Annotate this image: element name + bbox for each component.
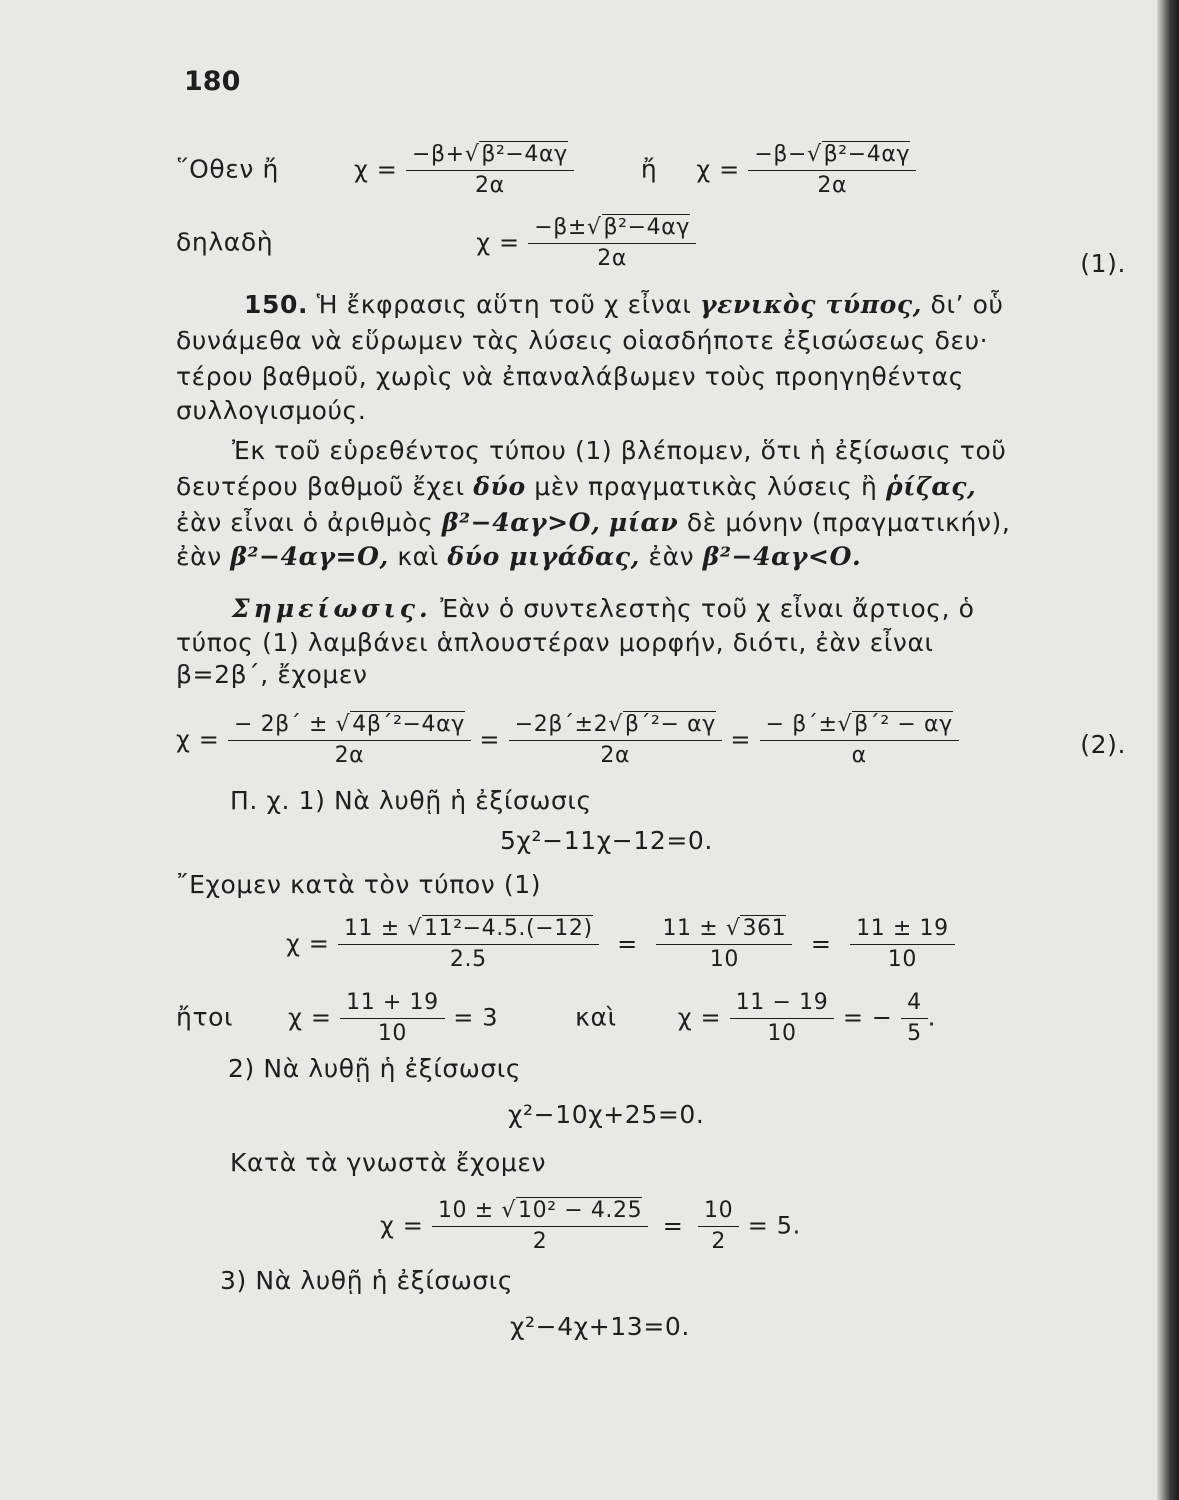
formula-example1-roots: ἤτοι χ = $\frac{11 + 19}{10}$ = 3 καὶ χ = $\frac{11 - 19}{10}$ = − $\frac{4}{5}$ . [176, 988, 936, 1049]
equation-tag: (1). [1080, 249, 1126, 278]
example1-intro: ῎Εχομεν κατὰ τὸν τύπον (1) [176, 870, 542, 899]
paragraph-2-line4: ἐὰν β²−4αγ=Ο, καὶ δύο μιγάδας, ἐὰν β²−4αγ<Ο. [176, 542, 862, 571]
book-spine-shadow [1157, 0, 1179, 1500]
example1-equation: 5χ²−11χ−12=0. [500, 826, 713, 855]
formula-roots-split: ῞Οθεν ἤ χ = $\frac{\text{−β+√β²−4αγ}}{2\alpha}$ ἤ χ = $\frac{\text{−β−√β²−4αγ}}{2\alpha}$ [176, 140, 916, 201]
fraction: $\frac{\text{10 ± √10² − 4.25}}{2}$ [432, 1196, 648, 1257]
example2-title: 2) Νὰ λυθῇ ἡ ἐξίσωσις [228, 1054, 522, 1083]
page-number: 180 [184, 66, 241, 97]
paragraph-150-line4: συλλογισμούς. [176, 396, 367, 425]
fraction: $\frac{\text{−2β΄±2√β΄²− αγ}}{2\alpha}$ [509, 710, 722, 771]
fraction: $\frac{11 \pm 19}{10}$ [850, 914, 955, 975]
lead-word: ῞Οθεν ἤ [176, 154, 279, 184]
note-line3: β=2β΄, ἔχομεν [176, 660, 368, 689]
formula-general-solution: δηλαδὴ χ = $\frac{\text{−β±√β²−4αγ}}{2\alpha}$ (1). [176, 215, 1126, 278]
fraction: $\frac{11 - 19}{10}$ [730, 988, 835, 1049]
note-line1: Σημείωσις. Ἐὰν ὁ συντελεστὴς τοῦ χ εἶναι ἄρτιος, ὁ [232, 594, 975, 623]
fraction: $\frac{\text{−β−√β²−4αγ}}{2\alpha}$ [748, 140, 916, 201]
fraction: $\frac{11 + 19}{10}$ [340, 988, 445, 1049]
paragraph-150-line1: 150. Ἡ ἔκφρασις αὕτη τοῦ χ εἶναι γενικὸς τύπος, δι’ οὗ [244, 290, 1004, 319]
equation-tag: (2). [1080, 730, 1126, 759]
formula-example1-solution: χ = $\frac{\text{11 ± √11²−4.5.(−12)}}{2.5}$ = $\frac{11 \pm √361}{10}$ = $\frac{11 \pm 19}{10}$ [286, 914, 955, 975]
example3-title: 3) Νὰ λυθῇ ἡ ἐξίσωσις [220, 1266, 514, 1295]
note-line2: τύπος (1) λαμβάνει ἁπλουστέραν μορφήν, διότι, ἐὰν εἶναι [176, 628, 934, 657]
example2-intro: Κατὰ τὰ γνωστὰ ἔχομεν [230, 1148, 547, 1177]
paragraph-2-line1: Ἐκ τοῦ εὑρεθέντος τύπου (1) βλέπομεν, ὅτι ἡ ἐξίσωσις τοῦ [232, 436, 1007, 465]
paragraph-2-line2: δευτέρου βαθμοῦ ἔχει δύο μὲν πραγματικὰς λύσεις ἢ ῥίζας, [176, 472, 977, 501]
lead-word: δηλαδὴ [176, 227, 274, 257]
fraction: $\frac{4}{5}$ [901, 988, 928, 1049]
fraction: $\frac{\text{− 2β΄ ± √4β΄²−4αγ}}{2\alpha}$ [228, 710, 471, 771]
fraction: $\frac{\text{11 ± √11²−4.5.(−12)}}{2.5}$ [338, 914, 599, 975]
formula-example2-solution: χ = $\frac{\text{10 ± √10² − 4.25}}{2}$ = $\frac{10}{2}$ = 5. [380, 1196, 801, 1257]
fraction: $\frac{10}{2}$ [698, 1196, 739, 1257]
example2-equation: χ²−10χ+25=0. [508, 1100, 705, 1129]
fraction: $\frac{\text{−β+√β²−4αγ}}{2\alpha}$ [406, 140, 574, 201]
paragraph-2-line3: ἐὰν εἶναι ὁ ἀριθμὸς β²−4αγ>Ο, μίαν δὲ μόνην (πραγματικήν), [176, 508, 1011, 537]
example1-title: Π. χ. 1) Νὰ λυθῇ ἡ ἐξίσωσις [230, 786, 592, 815]
fraction: $\frac{11 \pm √361}{10}$ [656, 914, 792, 975]
note-label: Σημείωσις. [232, 594, 432, 623]
formula-even-coefficient: χ = $\frac{\text{− 2β΄ ± √4β΄²−4αγ}}{2\alpha}$ = $\frac{\text{−2β΄±2√β΄²− αγ}}{2\alpha}$ = $\frac{\text{− β΄±√β΄² − αγ}}{\alpha}$ (2). [176, 710, 1126, 771]
paragraph-150-line2: δυνάμεθα νὰ εὕρωμεν τὰς λύσεις οἱασδήποτε ἐξισώσεως δευ· [176, 326, 989, 355]
paragraph-150-line3: τέρου βαθμοῦ, χωρὶς νὰ ἐπαναλάβωμεν τοὺς προηγηθέντας [176, 362, 965, 391]
section-number: 150. [244, 290, 309, 319]
fraction: $\frac{\text{− β΄±√β΄² − αγ}}{\alpha}$ [760, 710, 959, 771]
example3-equation: χ²−4χ+13=0. [510, 1312, 690, 1341]
fraction: $\frac{\text{−β±√β²−4αγ}}{2\alpha}$ [528, 213, 696, 274]
